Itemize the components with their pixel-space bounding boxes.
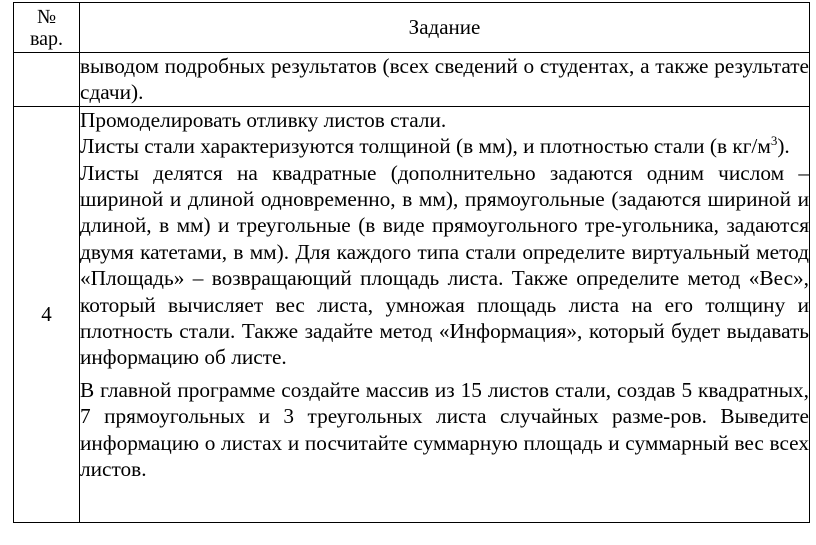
task-cell <box>80 53 810 107</box>
task-cell <box>80 106 810 522</box>
task-title: Промоделировать отливку листов стали. <box>80 107 447 132</box>
density-text-end: ). <box>777 134 790 159</box>
variant-number-cell <box>14 53 80 107</box>
table-row <box>14 53 810 107</box>
task-shapes-paragraph: Листы делятся на квадратные (дополнительно задаются одним числом – шириной и длиной одновременно, в мм), прямоугольные (задаются шириной и длиной, в мм) и треугольные (в виде прямоугольного тре-угольника, задаются двумя катетами, в мм). Для каждого типа стали определите виртуальный метод «Площадь» – возвращающий площадь листа. Также определите метод «Вес», который вычисляет вес листа, умножая площадь листа на его толщину и плотность стали. Также задайте метод «Информация», который будет выдавать информацию об листе. <box>80 160 809 370</box>
task-paragraph: выводом подробных результатов (всех сведений о студентах, а также результате сдачи). <box>80 54 809 105</box>
task-density-paragraph <box>80 133 809 159</box>
task-main-paragraph: В главной программе создайте массив из 15 листов стали, создав 5 квадратных, 7 прямоугольных и 3 треугольных листа случайных разме-ров. Выведите информацию о листах и посчитайте суммарную площадь и суммарный вес всех листов. <box>80 377 809 482</box>
variant-abbrev: вар. <box>29 27 64 50</box>
table-header-row <box>14 3 810 53</box>
density-text: Листы стали характеризуются толщиной (в мм), и плотностью стали (в кг/м <box>80 134 771 159</box>
variant-number-header <box>14 3 80 53</box>
cubic-exponent: 3 <box>770 133 778 149</box>
tasks-table <box>13 2 810 523</box>
number-sign: № <box>36 5 57 28</box>
table-row <box>14 106 810 522</box>
task-header: Задание <box>80 3 810 53</box>
variant-number-cell: 4 <box>14 106 80 522</box>
